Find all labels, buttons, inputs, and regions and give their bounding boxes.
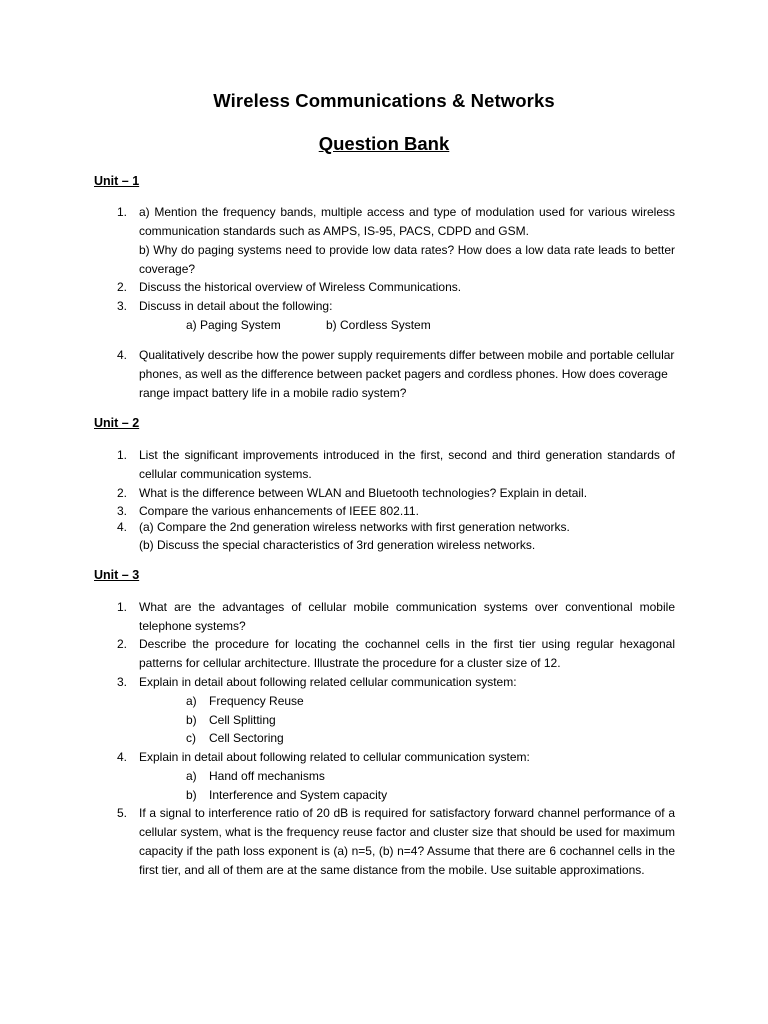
question-bank-title: Question Bank	[318, 133, 450, 154]
question-item	[117, 804, 675, 880]
sub-item-label: b)	[186, 788, 197, 802]
document-title: Wireless Communications & Networks	[213, 90, 555, 111]
question-item	[117, 346, 675, 403]
sub-item-text: Cell Sectoring	[209, 731, 284, 745]
unit-heading: Unit – 3	[94, 568, 140, 582]
question-item	[117, 518, 675, 554]
question-text: Explain in detail about following related cellular communication system:	[139, 675, 517, 689]
sub-item-label: a)	[186, 694, 197, 708]
sub-item-text: Interference and System capacity	[209, 788, 388, 802]
question-number: 4.	[117, 348, 128, 362]
sub-item-label: c)	[186, 731, 196, 745]
sub-item-text: Frequency Reuse	[209, 694, 304, 708]
question-number: 3.	[117, 675, 128, 689]
question-number: 1.	[117, 600, 128, 614]
question-item	[117, 635, 675, 673]
question-number: 4.	[117, 750, 128, 764]
question-number: 1.	[117, 205, 128, 219]
question-number: 3.	[117, 299, 128, 313]
unit-heading: Unit – 2	[94, 416, 140, 430]
question-number: 4.	[117, 520, 128, 534]
question-text: What is the difference between WLAN and Bluetooth technologies? Explain in detail.	[139, 486, 588, 500]
question-text: Discuss the historical overview of Wireless Communications.	[139, 280, 462, 294]
question-number: 5.	[117, 806, 128, 820]
question-item	[117, 446, 675, 484]
sub-item-text: Cell Splitting	[209, 713, 276, 727]
question-number: 2.	[117, 280, 128, 294]
question-text: Qualitatively describe how the power supply requirements differ between mobile and portable cellular phones, as well as the difference between packet pagers and cordless phones. How does coverage range impact battery life in a mobile radio system?	[139, 348, 675, 400]
question-item	[117, 484, 675, 503]
sub-item-text: Hand off mechanisms	[209, 769, 325, 783]
question-number: 1.	[117, 448, 128, 462]
question-text: What are the advantages of cellular mobile communication systems over conventional mobile telephone systems?	[139, 600, 675, 633]
question-text: (b) Discuss the special characteristics of 3rd generation wireless networks.	[139, 538, 536, 552]
question-text: Explain in detail about following related to cellular communication system:	[139, 750, 530, 764]
question-text: a) Mention the frequency bands, multiple access and type of modulation used for various wireless communication standards such as AMPS, IS-95, PACS, CDPD and GSM.	[139, 205, 675, 238]
question-number: 2.	[117, 486, 128, 500]
question-text: b) Why do paging systems need to provide low data rates? How does a low data rate leads to better coverage?	[139, 243, 675, 276]
question-item	[117, 673, 675, 692]
question-item	[117, 203, 675, 279]
question-number: 2.	[117, 637, 128, 651]
question-text: Compare the various enhancements of IEEE 802.11.	[139, 504, 419, 518]
unit-heading: Unit – 1	[94, 174, 140, 188]
sub-item: b) Cordless System	[326, 318, 431, 332]
sub-item-label: a)	[186, 769, 197, 783]
sub-item-label: b)	[186, 713, 197, 727]
question-item	[117, 598, 675, 636]
question-item	[117, 748, 675, 767]
question-text: List the significant improvements introduced in the first, second and third generation standards of cellular communication systems.	[139, 448, 675, 481]
question-item	[117, 297, 675, 316]
question-text: Discuss in detail about the following:	[139, 299, 333, 313]
question-text: If a signal to interference ratio of 20 dB is required for satisfactory forward channel performance of a cellular system, what is the frequency reuse factor and cluster size that should be used for maximum capacity if the path loss exponent is (a) n=5, (b) n=4? Assume that there are 6 cochannel cells in the first tier, and all of them are at the same distance from the mobile. Use suitable approximations.	[139, 806, 675, 877]
question-item	[117, 278, 675, 297]
question-text: (a) Compare the 2nd generation wireless networks with first generation networks.	[139, 520, 570, 534]
question-number: 3.	[117, 504, 128, 518]
sub-item: a) Paging System	[186, 318, 281, 332]
question-text: Describe the procedure for locating the cochannel cells in the first tier using regular hexagonal patterns for cellular architecture. Illustrate the procedure for a cluster size of 12.	[139, 637, 675, 670]
